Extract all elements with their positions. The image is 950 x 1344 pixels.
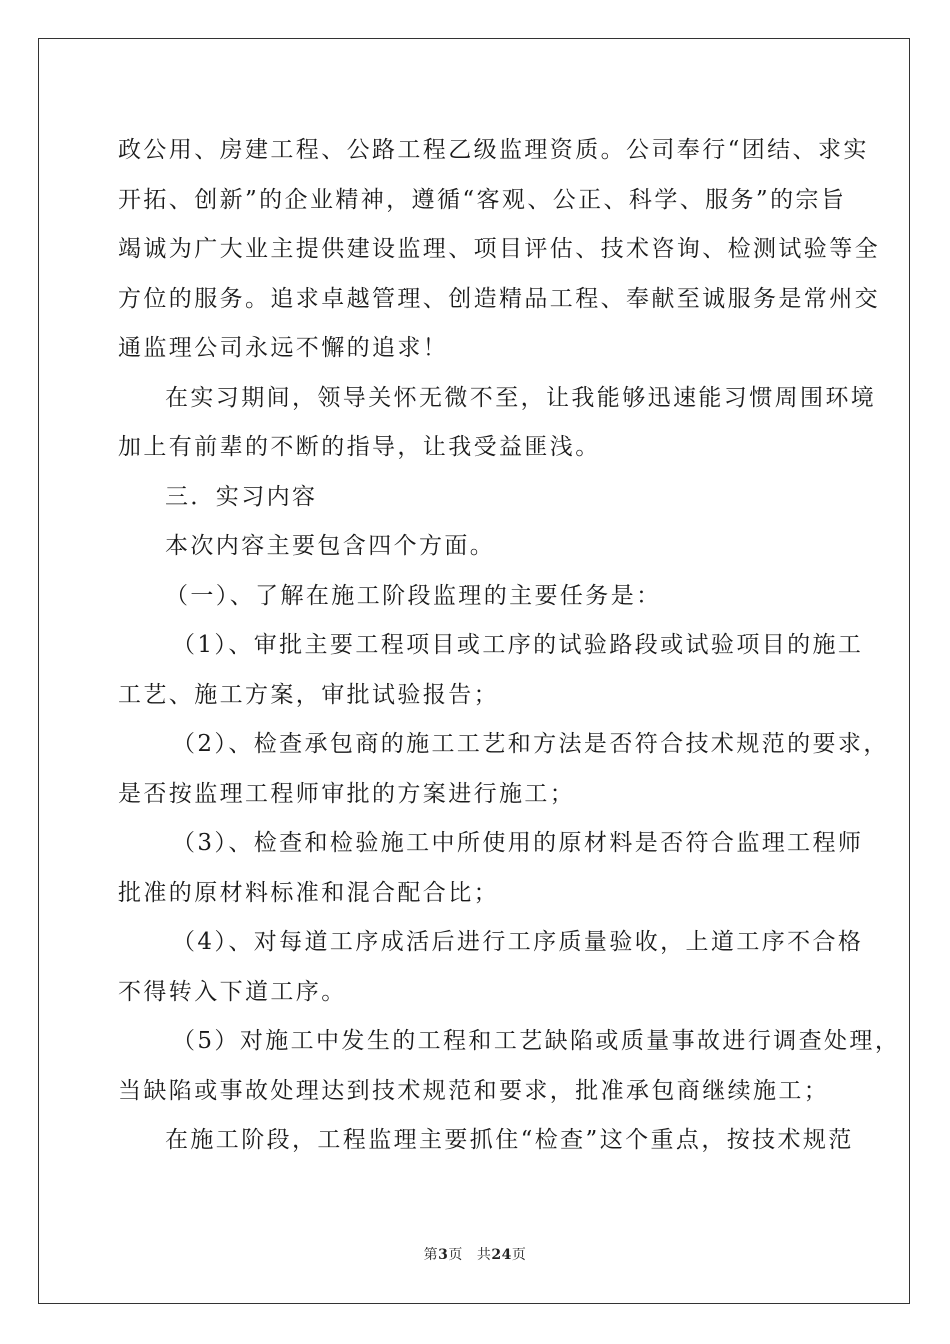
list-item-4-cont: 不得转入下道工序。 <box>118 978 347 1005</box>
total-pages: 24 <box>491 1247 512 1263</box>
subsection-heading: （一）、了解在施工阶段监理的主要任务是： <box>165 582 662 609</box>
total-suffix: 页 <box>511 1247 527 1263</box>
list-item-5: （5）对施工中发生的工程和工艺缺陷或质量事故进行调查处理， <box>172 1028 901 1054</box>
list-item-2-cont: 是否按监理工程师审批的方案进行施工； <box>118 780 576 807</box>
text-line-9: 本次内容主要包含四个方面。 <box>165 533 496 559</box>
text-line-7: 加上有前辈的不断的指导，让我受益匪浅。 <box>118 434 601 460</box>
total-prefix: 共 <box>476 1247 492 1263</box>
list-item-1-cont: 工艺、施工方案，审批试验报告； <box>118 681 499 708</box>
document-body <box>118 126 901 1166</box>
text-line-5: 通监理公司永远不懈的追求！ <box>118 335 449 361</box>
text-line-2: 开拓、创新”的企业精神，遵循“客观、公正、科学、服务”的宗旨 <box>118 186 847 213</box>
page-footer <box>0 1244 950 1264</box>
page-prefix: 第 <box>423 1247 439 1263</box>
list-item-3-cont: 批准的原材料标准和混合配合比； <box>118 879 499 906</box>
list-item-4: （4）、对每道工序成活后进行工序质量验收，上道工序不合格 <box>172 929 864 955</box>
text-line-4: 方位的服务。追求卓越管理、创造精品工程、奉献至诚服务是常州交 <box>118 285 880 312</box>
text-line-1: 政公用、房建工程、公路工程乙级监理资质。公司奉行“团结、求实 <box>118 137 869 163</box>
list-item-3: （3）、检查和检验施工中所使用的原材料是否符合监理工程师 <box>172 830 864 856</box>
list-item-1: （1）、审批主要工程项目或工序的试验路段或试验项目的施工 <box>172 632 864 658</box>
section-heading: 三．实习内容 <box>165 483 318 510</box>
text-line-3: 竭诚为广大业主提供建设监理、项目评估、技术咨询、检测试验等全 <box>118 236 880 262</box>
page-number: 3 <box>438 1247 449 1263</box>
text-line-21: 在施工阶段，工程监理主要抓住“检查”这个重点，按技术规范 <box>165 1127 854 1153</box>
page-suffix: 页 <box>448 1247 463 1263</box>
list-item-2: （2）、检查承包商的施工工艺和方法是否符合技术规范的要求， <box>172 731 889 757</box>
list-item-5-cont: 当缺陷或事故处理达到技术规范和要求，批准承包商继续施工； <box>118 1077 830 1104</box>
text-line-6: 在实习期间，领导关怀无微不至，让我能够迅速能习惯周围环境 <box>165 384 877 411</box>
